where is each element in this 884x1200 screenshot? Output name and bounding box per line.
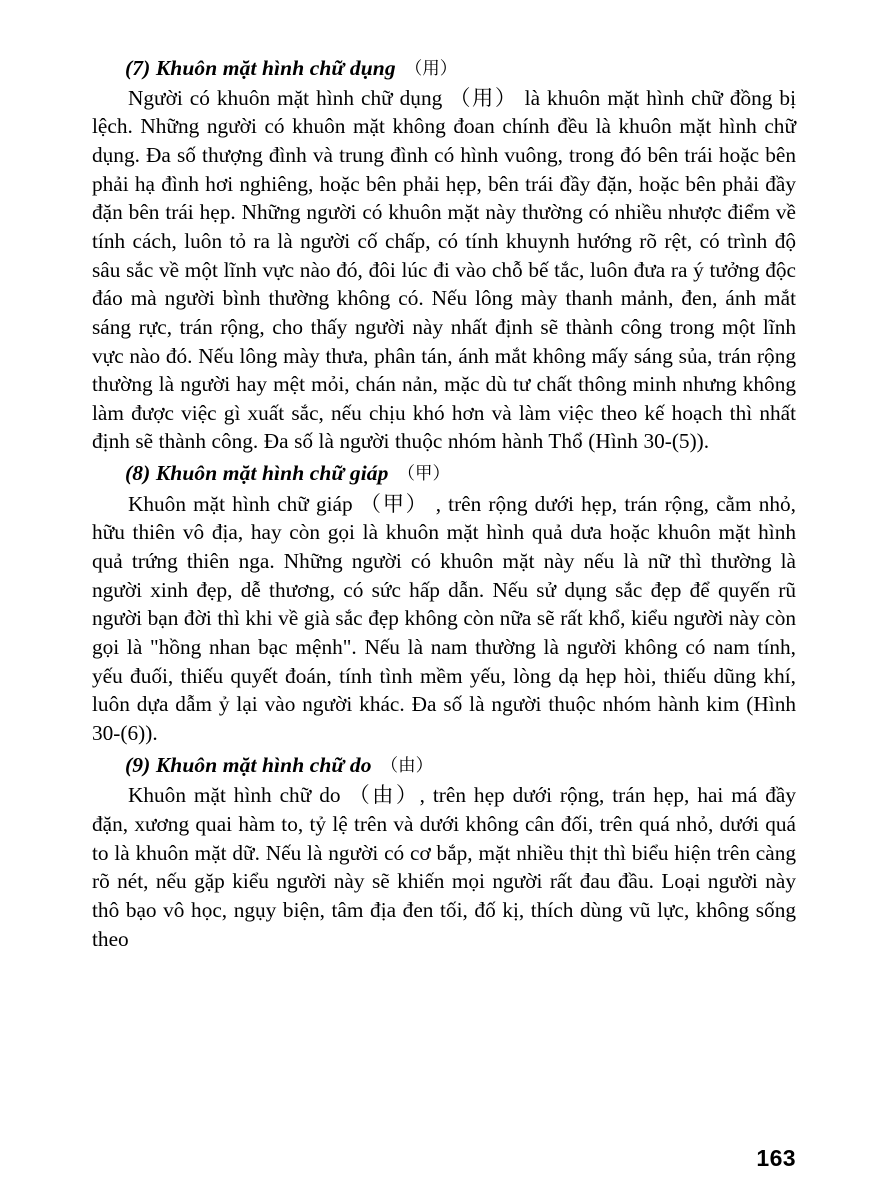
section-heading-9	[92, 751, 796, 780]
section-heading-9-text: (9) Khuôn mặt hình chữ do	[125, 752, 372, 777]
page-content-column	[92, 54, 796, 953]
section-heading-7-text: (7) Khuôn mặt hình chữ dụng	[125, 56, 396, 80]
page-number: 163	[756, 1145, 796, 1171]
section-paragraph-9: Khuôn mặt hình chữ do （由）, trên hẹp dưới rộng, trán hẹp, hai má đầy đặn, xương quai hàm to, tỷ lệ trên và dưới không cân đối, trên quá nhỏ, dưới quá to là khuôn mặt dữ. Nếu là người có cơ bắp, mặt nhiều thịt thì biểu hiện trên càng rõ nét, nếu gặp kiểu người này sẽ khiến mọi người rất đau đầu. Loại người này thô bạo vô học, ngụy biện, tâm địa đen tối, đố kị, thích dùng vũ lực, không sống theo	[92, 783, 796, 951]
section-paragraph-8: Khuôn mặt hình chữ giáp （甲） , trên rộng dưới hẹp, trán rộng, cằm nhỏ, hữu thiên vô địa, hay còn gọi là khuôn mặt hình quả dưa hoặc khuôn mặt hình quả trứng thiên nga. Những người có khuôn mặt này nếu là nữ thì thường là người xinh đẹp, dễ thương, có sức hấp dẫn. Nếu sử dụng sắc đẹp để quyến rũ người bạn đời thì khi về già sắc đẹp không còn nữa sẽ rất khổ, kiểu người này còn gọi là "hồng nhan bạc mệnh". Nếu là nam thường là người không có nam tính, yếu đuối, thiếu quyết đoán, tính tình mềm yếu, lòng dạ hẹp hòi, thiếu dũng khí, luôn dựa dẫm ỷ lại vào người khác. Đa số là người thuộc nhóm hành kim (Hình 30-(6)).	[92, 491, 796, 745]
section-heading-8-han: （甲）	[397, 463, 451, 484]
section-heading-8-text: (8) Khuôn mặt hình chữ giáp	[125, 461, 389, 486]
section-heading-7-han: （用）	[404, 58, 458, 78]
section-paragraph-7: Người có khuôn mặt hình chữ dụng （用） là khuôn mặt hình chữ đồng bị lệch. Những người có khuôn mặt không đoan chính đều là khuôn mặt hình chữ dụng. Đa số thượng đình và trung đình có hình vuông, trong đó bên trái hoặc bên phải hạ đình hơi nghiêng, hoặc bên phải hẹp, bên trái đầy đặn, hoặc bên phải đầy đặn bên trái hẹp. Những người có khuôn mặt này thường có nhiều nhược điểm về tính cách, luôn tỏ ra là người cố chấp, có tính khuynh hướng rõ rệt, có trình độ sâu sắc về một lĩnh vực nào đó, đôi lúc đi vào chỗ bế tắc, luôn đưa ra ý tưởng độc đáo mà người bình thường không có. Nếu lông mày thanh mảnh, đen, ánh mắt sáng rực, trán rộng, cho thấy người này nhất định sẽ thành công trong một lĩnh vực nào đó. Nếu lông mày thưa, phân tán, ánh mắt không mấy sáng sủa, trán rộng thường là người hay mệt mỏi, chán nản, mặc dù tư chất thông minh nhưng không làm được việc gì xuất sắc, nếu chịu khó hơn và làm việc theo kế hoạch thì nhất định sẽ thành công. Đa số là người thuộc nhóm hành Thổ (Hình 30-(5)).	[92, 85, 796, 454]
section-heading-7	[92, 54, 796, 83]
section-heading-9-han: （由）	[380, 754, 434, 775]
section-heading-8	[92, 459, 796, 488]
